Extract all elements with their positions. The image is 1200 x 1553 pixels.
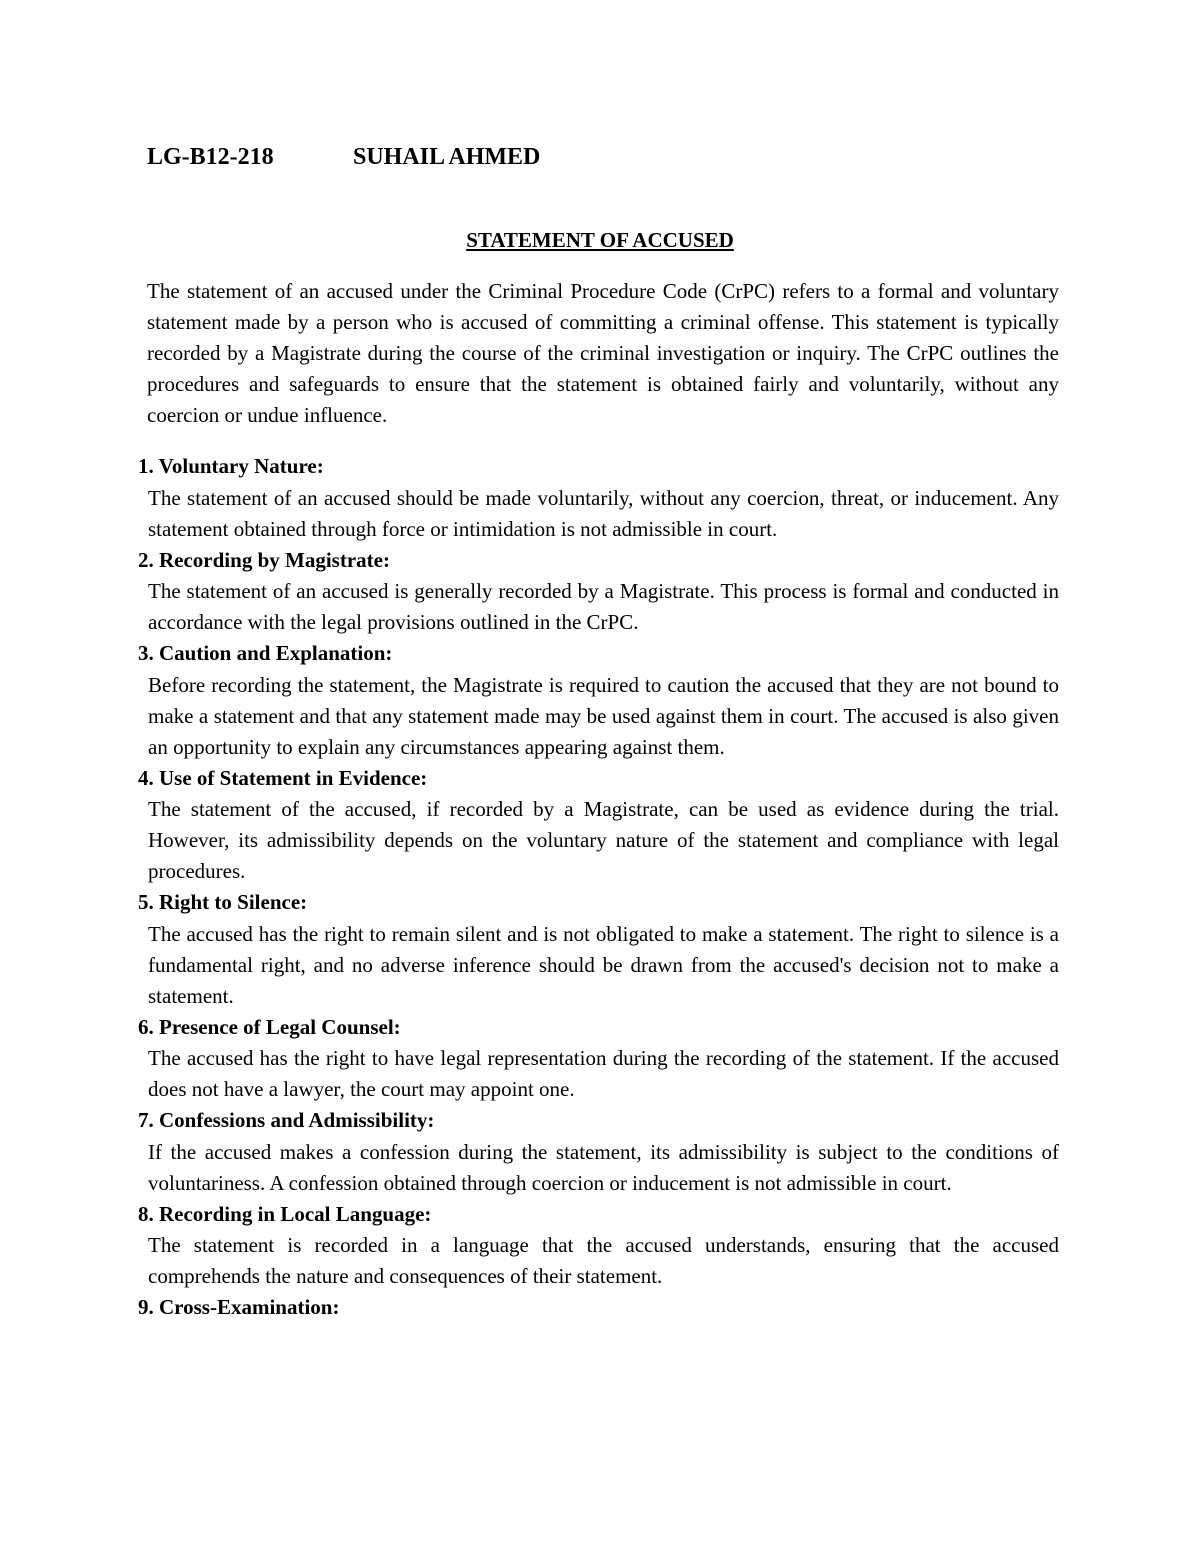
item-body: The statement of the accused, if recorded by a Magistrate, can be used as evidence during the trial. However, its admissibility depends on the voluntary nature of the statement and compliance with legal procedures. [148, 797, 1059, 883]
document-title: STATEMENT OF ACCUSED [466, 228, 734, 252]
numbered-list [138, 451, 1059, 1324]
list-item [138, 1105, 1059, 1199]
item-body: The statement is recorded in a language that the accused understands, ensuring that the accused comprehends the nature and consequences of their statement. [148, 1233, 1059, 1288]
item-heading: 1. Voluntary Nature: [138, 454, 324, 478]
item-body: The accused has the right to remain silent and is not obligated to make a statement. The right to silence is a fundamental right, and no adverse inference should be drawn from the accused's decision not to make a statement. [148, 921, 1059, 1008]
item-body: The accused has the right to have legal representation during the recording of the statement. If the accused does not have a lawyer, the court may appoint one. [148, 1046, 1059, 1101]
student-name: SUHAIL AHMED [353, 144, 541, 170]
item-heading: 7. Confessions and Admissibility: [138, 1108, 435, 1132]
intro-paragraph: The statement of an accused under the Criminal Procedure Code (CrPC) refers to a formal and voluntary statement made by a person who is accused of committing a criminal offense. This statement is typically recorded by a Magistrate during the course of the criminal investigation or inquiry. The CrPC outlines the procedures and safeguards to ensure that the statement is obtained fairly and voluntarily, without any coercion or undue influence. [147, 279, 1059, 427]
list-item [138, 763, 1059, 888]
item-heading: 9. Cross-Examination: [138, 1295, 340, 1319]
item-heading: 8. Recording in Local Language: [138, 1201, 432, 1226]
list-item [138, 638, 1059, 763]
list-item [138, 1292, 1059, 1324]
item-heading: 6. Presence of Legal Counsel: [138, 1014, 401, 1039]
item-body: Before recording the statement, the Magistrate is required to caution the accused that they are not bound to make a statement and that any statement made may be used against them in court. The accused is also given an opportunity to explain any circumstances appearing against them. [148, 672, 1059, 759]
item-heading: 4. Use of Statement in Evidence: [138, 765, 428, 790]
list-item [138, 451, 1059, 545]
item-body: If the accused makes a confession during the statement, its admissibility is subject to the conditions of voluntariness. A confession obtained through coercion or inducement is not admissible in court. [148, 1139, 1059, 1195]
student-id: LG-B12-218 [147, 144, 274, 170]
item-heading: 3. Caution and Explanation: [138, 641, 393, 665]
list-item [138, 545, 1059, 639]
list-item [138, 1012, 1059, 1106]
list-item [138, 1199, 1059, 1293]
document-header [147, 144, 540, 171]
item-heading: 5. Right to Silence: [138, 890, 308, 914]
item-body: The statement of an accused is generally recorded by a Magistrate. This process is formal and conducted in accordance with the legal provisions outlined in the CrPC. [148, 579, 1059, 634]
item-heading: 2. Recording by Magistrate: [138, 547, 390, 572]
list-item [138, 887, 1059, 1012]
item-body: The statement of an accused should be made voluntarily, without any coercion, threat, or inducement. Any statement obtained through force or intimidation is not admissible in court. [148, 485, 1059, 541]
